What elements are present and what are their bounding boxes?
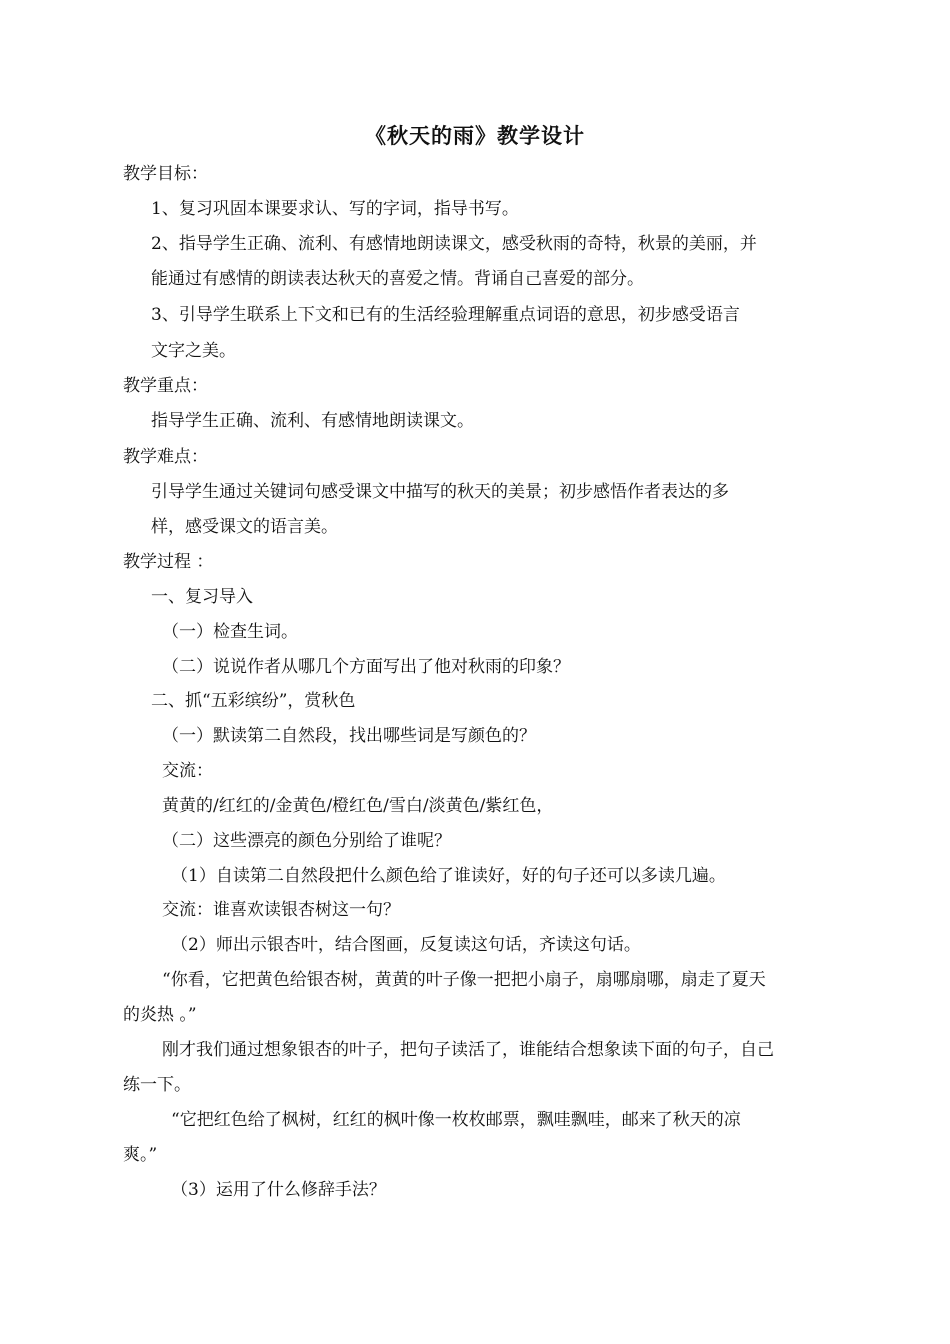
process-item: 黄黄的/红红的/金黄色/橙红色/雪白/淡黄色/紫红色， [162,796,554,816]
process-item: （一）检查生词。 [162,622,298,642]
quote-line-2: 的炎热 。” [123,1005,197,1025]
goal-3-line-1: 3、引导学生联系上下文和已有的生活经验理解重点词语的意思，初步感受语言 [151,305,740,325]
process-part-2: 二、抓“五彩缤纷”，赏秋色 [151,691,356,711]
process-item: （一）默读第二自然段，找出哪些词是写颜色的？ [162,726,536,746]
quote-line-4: 爽。” [123,1145,158,1165]
difficulty-line-1: 引导学生通过关键词句感受课文中描写的秋天的美景；初步感悟作者表达的多 [151,482,729,502]
goal-2-line-2: 能通过有感情的朗读表达秋天的喜爱之情。背诵自己喜爱的部分。 [151,269,644,289]
process-subitem: （3）运用了什么修辞手法？ [171,1180,386,1200]
process-item: （二）说说作者从哪几个方面写出了他对秋雨的印象？ [162,657,570,677]
key-point-text: 指导学生正确、流利、有感情地朗读课文。 [151,411,474,431]
section-heading-goals: 教学目标： [123,164,208,184]
process-item: 交流： [162,761,213,781]
process-item: 交流：谁喜欢读银杏树这一句？ [162,900,400,920]
section-heading-process: 教学过程 ： [123,552,214,572]
difficulty-line-2: 样，感受课文的语言美。 [151,517,338,537]
process-item: （二）这些漂亮的颜色分别给了谁呢？ [162,831,451,851]
section-heading-difficulties: 教学难点： [123,447,208,467]
paragraph-line-1: 刚才我们通过想象银杏的叶子，把句子读活了，谁能结合想象读下面的句子，自己 [162,1040,774,1060]
quote-line-3: “它把红色给了枫树，红红的枫叶像一枚枚邮票，飘哇飘哇，邮来了秋天的凉 [171,1110,741,1130]
goal-3-line-2: 文字之美。 [151,341,236,361]
paragraph-line-2: 练一下。 [123,1075,191,1095]
quote-line-1: “你看，它把黄色给银杏树，黄黄的叶子像一把把小扇子，扇哪扇哪，扇走了夏天 [162,970,766,990]
goal-2-line-1: 2、指导学生正确、流利、有感情地朗读课文，感受秋雨的奇特，秋景的美丽，并 [151,234,757,254]
process-subitem: （2）师出示银杏叶，结合图画，反复读这句话，齐读这句话。 [171,935,641,955]
document-title: 《秋天的雨》教学设计 [365,123,585,148]
goal-1: 1、复习巩固本课要求认、写的字词，指导书写。 [151,199,519,219]
section-heading-key-points: 教学重点： [123,376,208,396]
process-part-1: 一、复习导入 [151,587,253,607]
process-subitem: （1）自读第二自然段把什么颜色给了谁读好，好的句子还可以多读几遍。 [171,866,726,886]
